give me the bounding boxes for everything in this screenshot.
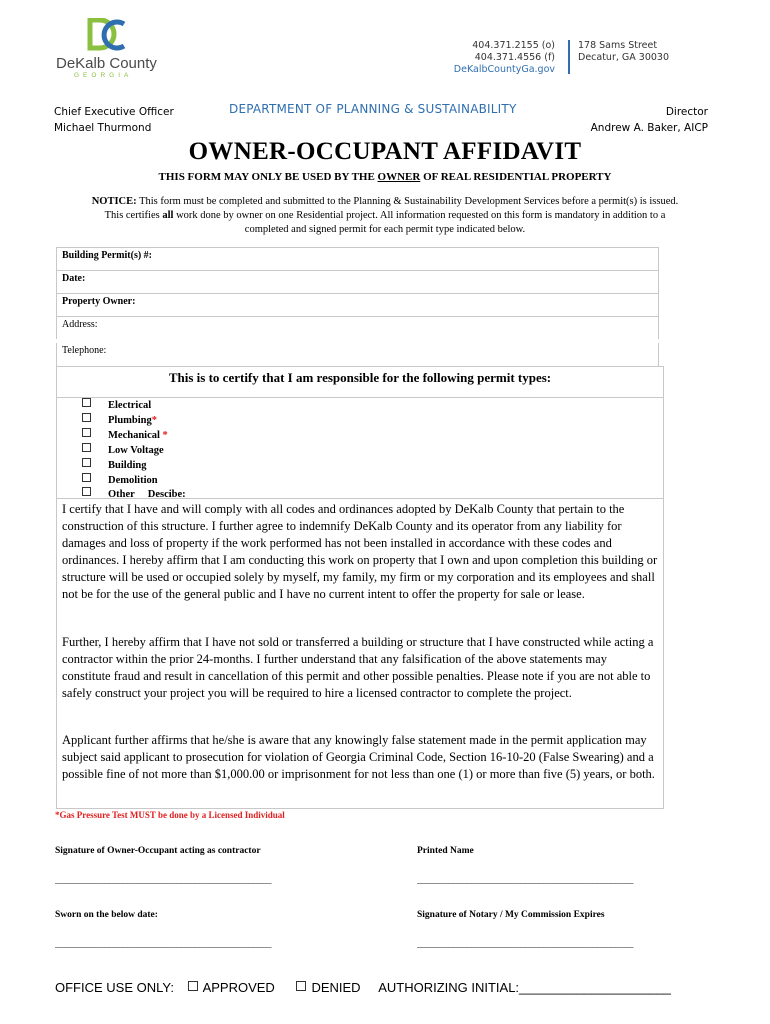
denied-checkbox-icon[interactable] xyxy=(296,981,306,991)
applicant-info-table xyxy=(56,247,659,339)
telephone-field[interactable]: Telephone: xyxy=(56,343,659,367)
printed-name-line[interactable]: ________________________________________________ xyxy=(417,874,633,885)
office-use-label: OFFICE USE ONLY: xyxy=(55,980,174,995)
phone-fax: 404.371.4556 (f) xyxy=(474,52,555,63)
approved-checkbox-icon[interactable] xyxy=(188,981,198,991)
ceo-title: Chief Executive Officer xyxy=(54,106,174,118)
logo-state: GEORGIA xyxy=(74,72,133,79)
certify-title: This is to certify that I am responsible for the following permit types: xyxy=(168,370,552,385)
permit-type-plumbing[interactable]: Plumbing* xyxy=(82,414,157,426)
permit-type-demolition[interactable]: Demolition xyxy=(82,474,158,486)
notary-label: Signature of Notary / My Commission Expires xyxy=(417,910,605,920)
building-permit-field[interactable]: Building Permit(s) #: xyxy=(56,247,659,270)
contact-address xyxy=(578,40,669,64)
phone-office: 404.371.2155 (o) xyxy=(472,40,555,51)
affirmation-paragraph-1: I certify that I have and will comply with all codes and ordinances adopted by DeKalb County that pertain to the construction of this structure. I further agree to indemnify DeKalb County and its operator from any liability for damages and loss of property if the work performed has not been installed in accordance with these codes and ordinances. I hereby affirm that I am conducting this work on property that I own and upon completion this building or structure will be used or occupied solely by myself, my family, my firm or my corporation and its employees and shall not be for the use of the general public and I have no current intent to offer the property for sale or lease. xyxy=(62,502,658,601)
printed-name-label: Printed Name xyxy=(417,846,474,856)
permit-type-electrical[interactable]: Electrical xyxy=(82,399,151,411)
property-owner-field[interactable]: Property Owner: xyxy=(56,293,659,316)
authorizing-initial[interactable]: AUTHORIZING INITIAL:_____________________ xyxy=(378,980,671,995)
notice-label: NOTICE: xyxy=(91,196,137,207)
permit-type-building[interactable]: Building xyxy=(82,459,147,471)
checkbox-icon[interactable] xyxy=(82,398,91,407)
checkbox-icon[interactable] xyxy=(82,428,91,437)
department-name: DEPARTMENT OF PLANNING & SUSTAINABILITY xyxy=(229,102,517,116)
address-field[interactable]: Address: xyxy=(56,316,659,339)
affirmation-paragraph-3: Applicant further affirms that he/she is aware that any knowingly false statement made in the permit application may subject said applicant to prosecution for violation of Georgia Criminal Code, Section 16-10-20 (False Swearing) and a possible fine of not more than $1,000.00 or imprisonment for not less than one (1) or more than five (5) years, or both. xyxy=(62,733,655,781)
affirmation-paragraph-2: Further, I hereby affirm that I have not sold or transferred a building or structure that I have constructed while acting a contractor within the prior 24-months. I further understand that any falsification of the above statements may constitute fraud and result in cancellation of this permit and other possible penalties. Please note if you are not able to safely construct your project you will be required to hire a licensed contractor to complete the project. xyxy=(62,635,654,700)
director-name: Andrew A. Baker, AICP xyxy=(590,122,708,134)
checkbox-icon[interactable] xyxy=(82,458,91,467)
permit-type-other[interactable]: Other Descibe: xyxy=(82,488,186,500)
permit-type-low-voltage[interactable]: Low Voltage xyxy=(82,444,164,456)
permit-type-mechanical[interactable]: Mechanical * xyxy=(82,429,168,441)
date-field[interactable]: Date: xyxy=(56,270,659,293)
checkbox-icon[interactable] xyxy=(82,473,91,482)
page-subtitle: THIS FORM MAY ONLY BE USED BY THE OWNER OF REAL RESIDENTIAL PROPERTY xyxy=(158,171,612,183)
notary-line[interactable]: ________________________________________________ xyxy=(417,938,633,949)
sworn-date-line[interactable]: ________________________________________________ xyxy=(55,938,271,949)
subtitle-owner: OWNER xyxy=(377,171,421,183)
header-divider xyxy=(568,40,570,74)
gas-test-note: *Gas Pressure Test MUST be done by a Licensed Individual xyxy=(55,810,285,820)
contact-phones xyxy=(445,40,555,76)
checkbox-icon[interactable] xyxy=(82,443,91,452)
checkbox-icon[interactable] xyxy=(82,487,91,496)
logo-text: DeKalb County xyxy=(56,55,157,72)
page-title: OWNER-OCCUPANT AFFIDAVIT xyxy=(188,138,582,165)
notice-text: NOTICE: This form must be completed and submitted to the Planning & Sustainability Development Services before a permit(s) is issued. This certifies all work done by owner on one Residential project. All information requested on this form is mandatory in addition to a completed and signed permit for each permit type indicated below. xyxy=(91,196,679,235)
ceo-name: Michael Thurmond xyxy=(54,122,152,134)
approved-label: APPROVED xyxy=(202,980,275,995)
office-use-row xyxy=(55,980,671,995)
address-line2: Decatur, GA 30030 xyxy=(578,52,669,63)
checkbox-icon[interactable] xyxy=(82,413,91,422)
owner-signature-line[interactable]: ________________________________________________ xyxy=(55,874,271,885)
owner-signature-label: Signature of Owner-Occupant acting as contractor xyxy=(55,846,261,856)
director-title: Director xyxy=(665,106,708,118)
address-line1: 178 Sams Street xyxy=(578,40,658,51)
website-link[interactable]: DeKalbCountyGa.gov xyxy=(453,64,555,75)
denied-label: DENIED xyxy=(311,980,361,995)
sworn-date-label: Sworn on the below date: xyxy=(55,910,158,920)
